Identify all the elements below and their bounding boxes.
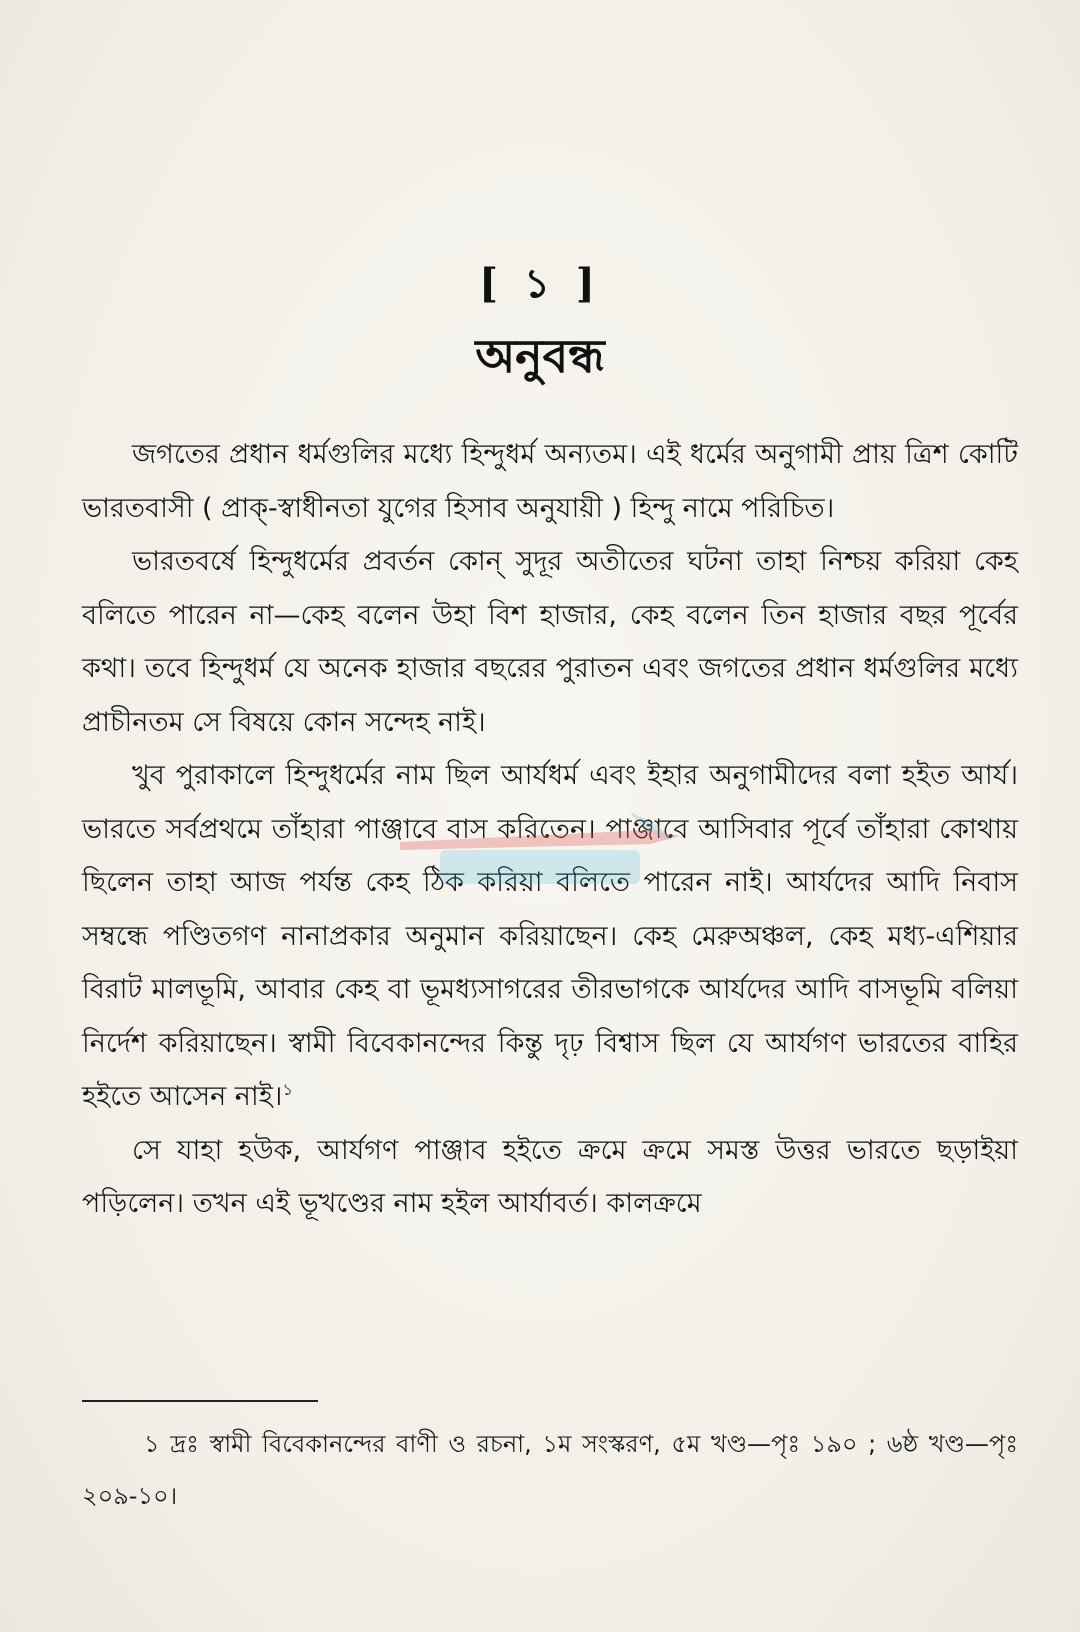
paragraph-4: সে যাহা হউক, আর্যগণ পাঞ্জাব হইতে ক্রমে ক্রমে সমস্ত উত্তর ভারতে ছড়াইয়া পড়িলেন। তখন এই ভূখণ্ডের নাম হইল আর্যাবর্ত। কালক্রমে [82,1134,1018,1219]
footnote-text: ১ দ্রঃ স্বামী বিবেকানন্দের বাণী ও রচনা, ১ম সংস্করণ, ৫ম খণ্ড—পৃঃ ১৯০ ; ৬ষ্ঠ খণ্ড—পৃঃ ২০৯-১০। [82,1430,1018,1510]
watermark-arrow [400,830,680,850]
paragraph-3-text: খুব পুরাকালে হিন্দুধর্মের নাম ছিল আর্যধর্ম এবং ইহার অনুগামীদের বলা হইত আর্য। ভারতে সর্বপ্রথমে তাঁহারা পাঞ্জাবে বাস করিতেন। পাঞ্জাবে আসিবার পূর্বে তাঁহারা কোথায় ছিলেন তাহা আজ পর্যন্ত কেহ ঠিক করিয়া বলিতে পারেন নাই। আর্যদের আদি নিবাস সম্বন্ধে পণ্ডিতগণ নানাপ্রকার অনুমান করিয়াছেন। কেহ মেরুঅঞ্চল, কেহ মধ্য-এশিয়ার বিরাট মালভূমি, আবার কেহ বা ভূমধ্যসাগরের তীরভাগকে আর্যদের আদি বাসভূমি বলিয়া নির্দেশ করিয়াছেন। স্বামী বিবেকানন্দের কিন্তু দৃঢ় বিশ্বাস ছিল যে আর্যগণ ভারতের বাহির হইতে আসেন নাই। [82,760,1018,1112]
quill-logo-icon [380,800,700,896]
chapter-title: অনুবন্ধ [475,329,605,383]
footnote-divider [82,1400,318,1402]
footnote-reference: ১ [282,1080,293,1099]
chapter-number: [ ১ ] [479,260,601,307]
footnote [82,1418,1018,1522]
paragraph-1: জগতের প্রধান ধর্মগুলির মধ্যে হিন্দুধর্ম অন্যতম। এই ধর্মের অনুগামী প্রায় ত্রিশ কোটি ভারতবাসী ( প্রাক্-স্বাধীনতা যুগের হিসাব অনুযায়ী ) হিন্দু নামে পরিচিত। [82,439,1018,524]
watermark-banner [440,850,640,884]
paragraph-2: ভারতবর্ষে হিন্দুধর্মের প্রবর্তন কোন্ সুদূর অতীতের ঘটনা তাহা নিশ্চয় করিয়া কেহ বলিতে পারেন না—কেহ বলেন উহা বিশ হাজার, কেহ বলেন তিন হাজার বছর পূর্বের কথা। তবে হিন্দুধর্ম যে অনেক হাজার বছরের পুরাতন এবং জগতের প্রধান ধর্মগুলির মধ্যে প্রাচীনতম সে বিষয়ে কোন সন্দেহ নাই। [82,546,1018,738]
